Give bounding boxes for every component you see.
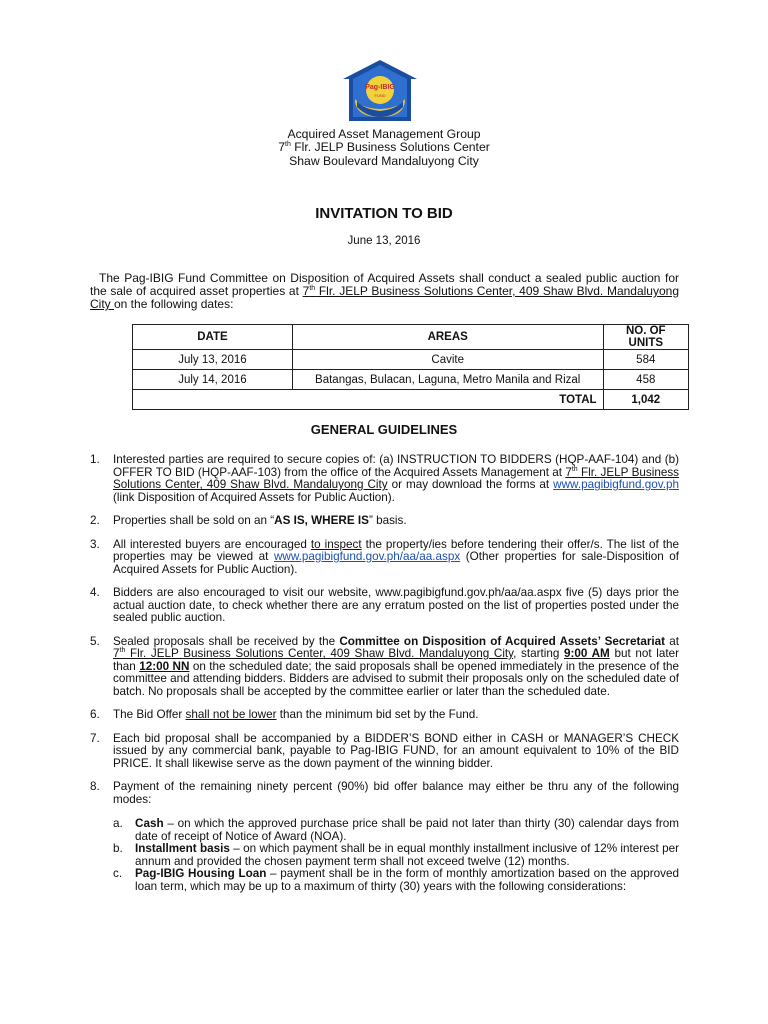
guideline-item-5: 5. Sealed proposals shall be received by the Committee on Disposition of Acquired Assets’ Secretariat at 7th Flr. JELP Business Solutions Center, 409 Shaw Blvd. Mandaluyong City, starting 9:00 AM but not later than 12:00 NN on the scheduled date; the said proposals shall be opened immediately in the presence of the committee and attending bidders. Bidders are advised to submit their proposals only on the scheduled date of batch. No proposals shall be accepted by the committee earlier or later than the scheduled date. bbox=[90, 634, 680, 698]
guideline-item-2: 2. Properties shall be sold on an “AS IS, WHERE IS” basis. bbox=[90, 514, 407, 527]
pagibig-house-hands-logo-icon bbox=[341, 59, 419, 125]
letterhead-line-1: Acquired Asset Management Group bbox=[287, 127, 481, 141]
guideline-item-8: 8. Payment of the remaining ninety percent (90%) bid offer balance may either be thru any of the following modes: bbox=[90, 780, 679, 806]
guideline-item-3: 3. All interested buyers are encouraged to inspect the property/ies before tendering their offer/s. The list of the properties may be viewed at www.pagibigfund.gov.ph/aa/aa.aspx (Other properties for sale-Disposition of Acquired Assets for Public Auction). bbox=[90, 537, 679, 576]
table-row bbox=[133, 370, 689, 390]
col-header-date: DATE bbox=[133, 325, 293, 350]
auction-schedule-table bbox=[132, 324, 689, 410]
col-header-units: NO. OF UNITS bbox=[603, 325, 688, 350]
svg-text:FUND: FUND bbox=[374, 93, 386, 98]
total-label: TOTAL bbox=[133, 390, 604, 410]
guideline-item-6: 6. The Bid Offer shall not be lower than the minimum bid set by the Fund. bbox=[90, 708, 479, 721]
table-row bbox=[133, 350, 689, 370]
payment-mode-cash: a. Cash – on which the approved purchase price shall be paid not later than thirty (30) calendar days from date of receipt of Notice of Award (NOA). bbox=[113, 817, 679, 843]
document-date: June 13, 2016 bbox=[347, 235, 421, 247]
guideline-item-4: 4. Bidders are also encouraged to visit our website, www.pagibigfund.gov.ph/aa/aa.aspx five (5) days prior the actual auction date, to check whether there are any erratum posted on the list of properties posted under the sealed public auction. bbox=[90, 586, 679, 624]
cell-units: 458 bbox=[603, 370, 688, 390]
payment-mode-installment: b. Installment basis – on which payment shall be in equal monthly installment inclusive of 12% interest per annum and provided the chosen payment term shall not exceed twelve (12) months. bbox=[113, 842, 679, 868]
table-total-row bbox=[133, 390, 689, 410]
table-header-row bbox=[133, 325, 689, 350]
cell-units: 584 bbox=[603, 350, 688, 370]
cell-area: Cavite bbox=[292, 350, 603, 370]
letterhead-line-2: 7th Flr. JELP Business Solutions Center bbox=[278, 140, 490, 155]
svg-text:Pag-IBIG: Pag-IBIG bbox=[365, 84, 395, 91]
guidelines-list bbox=[90, 454, 679, 893]
payment-mode-housing-loan: c. Pag-IBIG Housing Loan – payment shall be in the form of monthly amortization based on the approved loan term, which may be up to a maximum of thirty (30) years with the following considerations: bbox=[113, 867, 679, 893]
acquired-assets-list-link[interactable]: www.pagibigfund.gov.ph/aa/aa.aspx bbox=[273, 550, 461, 563]
guideline-item-7: 7. Each bid proposal shall be accompanied by a BIDDER’S BOND either in CASH or MANAGER’S CHECK issued by any commercial bank, payable to Pag-IBIG FUND, for an amount equivalent to 10% of the BID PRICE. It shall likewise serve as the down payment of the winning bidder. bbox=[90, 731, 679, 770]
letterhead-line-3: Shaw Boulevard Mandaluyong City bbox=[289, 153, 479, 168]
document-title: INVITATION TO BID bbox=[315, 205, 453, 222]
col-header-areas: AREAS bbox=[292, 325, 603, 350]
pagibig-website-link[interactable]: www.pagibigfund.gov.ph bbox=[553, 478, 679, 491]
guideline-item-1: 1. Interested parties are required to secure copies of: (a) INSTRUCTION TO BIDDERS (HQP-AAF-104) and (b) OFFER TO BID (HQP-AAF-103) from the office of the Acquired Assets Management at 7th Flr. JELP Business Solutions Center, 409 Shaw Blvd. Mandaluyong City or may download the forms at www.pagibigfund.gov.ph (link Disposition of Acquired Assets for Public Auction). bbox=[90, 453, 680, 504]
cell-date: July 13, 2016 bbox=[133, 350, 293, 370]
cell-date: July 14, 2016 bbox=[133, 370, 293, 390]
section-title-general-guidelines: GENERAL GUIDELINES bbox=[310, 422, 458, 437]
intro-paragraph: The Pag-IBIG Fund Committee on Disposition of Acquired Assets shall conduct a sealed public auction for the sale of acquired asset properties at 7th Flr. JELP Business Solutions Center, 409 Shaw Blvd. Mandaluyong City on the following dates: bbox=[90, 271, 680, 311]
cell-area: Batangas, Bulacan, Laguna, Metro Manila and Rizal bbox=[292, 370, 603, 390]
letterhead bbox=[0, 128, 768, 168]
total-value: 1,042 bbox=[603, 390, 688, 410]
